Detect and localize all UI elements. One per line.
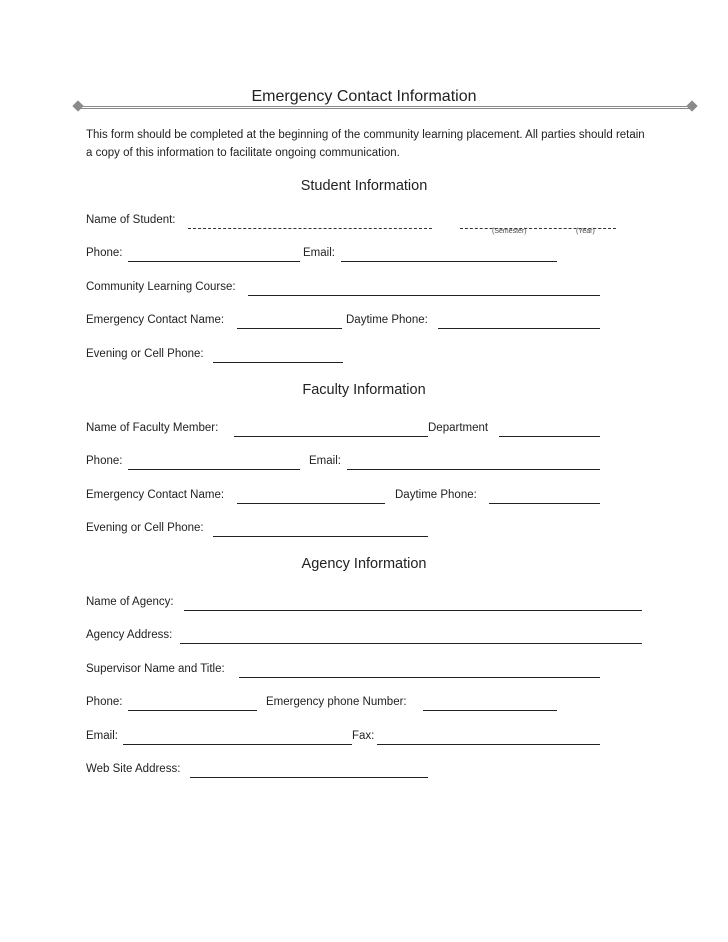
student-evening-field[interactable]: [213, 362, 343, 363]
agency-website-label: Web Site Address:: [86, 763, 181, 775]
student-daytime-field[interactable]: [438, 328, 600, 329]
faculty-email-field[interactable]: [347, 469, 600, 470]
faculty-name-label: Name of Faculty Member:: [86, 422, 219, 434]
agency-email-field[interactable]: [123, 744, 352, 745]
student-section-heading: Student Information: [300, 178, 428, 194]
student-daytime-label: Daytime Phone:: [346, 314, 428, 326]
student-name-field[interactable]: [188, 228, 432, 229]
agency-supervisor-label: Supervisor Name and Title:: [86, 663, 225, 675]
agency-phone-field[interactable]: [128, 710, 257, 711]
student-evening-label: Evening or Cell Phone:: [86, 348, 204, 360]
student-phone-field[interactable]: [128, 261, 300, 262]
faculty-phone-label: Phone:: [86, 455, 123, 467]
agency-phone-row: [86, 696, 566, 714]
faculty-dept-field[interactable]: [499, 436, 600, 437]
year-caption: (Year): [576, 228, 595, 235]
semester-caption: (Semester): [492, 228, 527, 235]
faculty-name-field[interactable]: [234, 436, 428, 437]
faculty-evening-row: [86, 522, 446, 540]
agency-website-field[interactable]: [190, 777, 428, 778]
faculty-emergency-row: [86, 489, 606, 507]
student-emergency-label: Emergency Contact Name:: [86, 314, 225, 326]
agency-address-row: [86, 629, 646, 647]
agency-emergency-phone-field[interactable]: [423, 710, 557, 711]
agency-name-row: [86, 596, 646, 614]
student-evening-row: [86, 348, 386, 366]
student-email-field[interactable]: [341, 261, 557, 262]
intro-text: This form should be completed at the beginning of the community learning placement. All parties should retain a copy of this information to facilitate ongoing communication.: [86, 129, 645, 159]
faculty-daytime-field[interactable]: [489, 503, 600, 504]
agency-website-row: [86, 763, 446, 781]
title-rule: [78, 106, 692, 109]
agency-name-field[interactable]: [184, 610, 642, 611]
faculty-emergency-label: Emergency Contact Name:: [86, 489, 225, 501]
student-course-label: Community Learning Course:: [86, 281, 236, 293]
agency-email-row: [86, 730, 606, 748]
agency-address-field[interactable]: [180, 643, 642, 644]
student-email-label: Email:: [303, 247, 335, 259]
agency-phone-label: Phone:: [86, 696, 123, 708]
form-title: Emergency Contact Information: [251, 88, 477, 105]
faculty-name-row: [86, 422, 606, 440]
student-emergency-field[interactable]: [237, 328, 342, 329]
faculty-daytime-label: Daytime Phone:: [395, 489, 477, 501]
agency-fax-label: Fax:: [352, 730, 375, 742]
student-course-row: [86, 281, 606, 299]
faculty-phone-row: [86, 455, 606, 473]
faculty-evening-label: Evening or Cell Phone:: [86, 522, 204, 534]
agency-supervisor-row: [86, 663, 606, 681]
student-phone-label: Phone:: [86, 247, 123, 259]
student-name-label: Name of Student:: [86, 214, 176, 226]
faculty-emergency-field[interactable]: [237, 503, 385, 504]
agency-email-label: Email:: [86, 730, 118, 742]
student-emergency-row: [86, 314, 606, 332]
student-phone-row: [86, 247, 566, 265]
faculty-phone-field[interactable]: [128, 469, 300, 470]
agency-supervisor-field[interactable]: [239, 677, 600, 678]
student-course-field[interactable]: [248, 295, 600, 296]
agency-name-label: Name of Agency:: [86, 596, 174, 608]
agency-address-label: Agency Address:: [86, 629, 173, 641]
faculty-dept-label: Department: [428, 422, 489, 434]
faculty-email-label: Email:: [309, 455, 341, 467]
agency-emergency-phone-label: Emergency phone Number:: [266, 696, 407, 708]
faculty-section-heading: Faculty Information: [302, 382, 426, 398]
student-name-row: [86, 214, 626, 232]
faculty-evening-field[interactable]: [213, 536, 428, 537]
agency-fax-field[interactable]: [377, 744, 600, 745]
agency-section-heading: Agency Information: [301, 556, 427, 572]
